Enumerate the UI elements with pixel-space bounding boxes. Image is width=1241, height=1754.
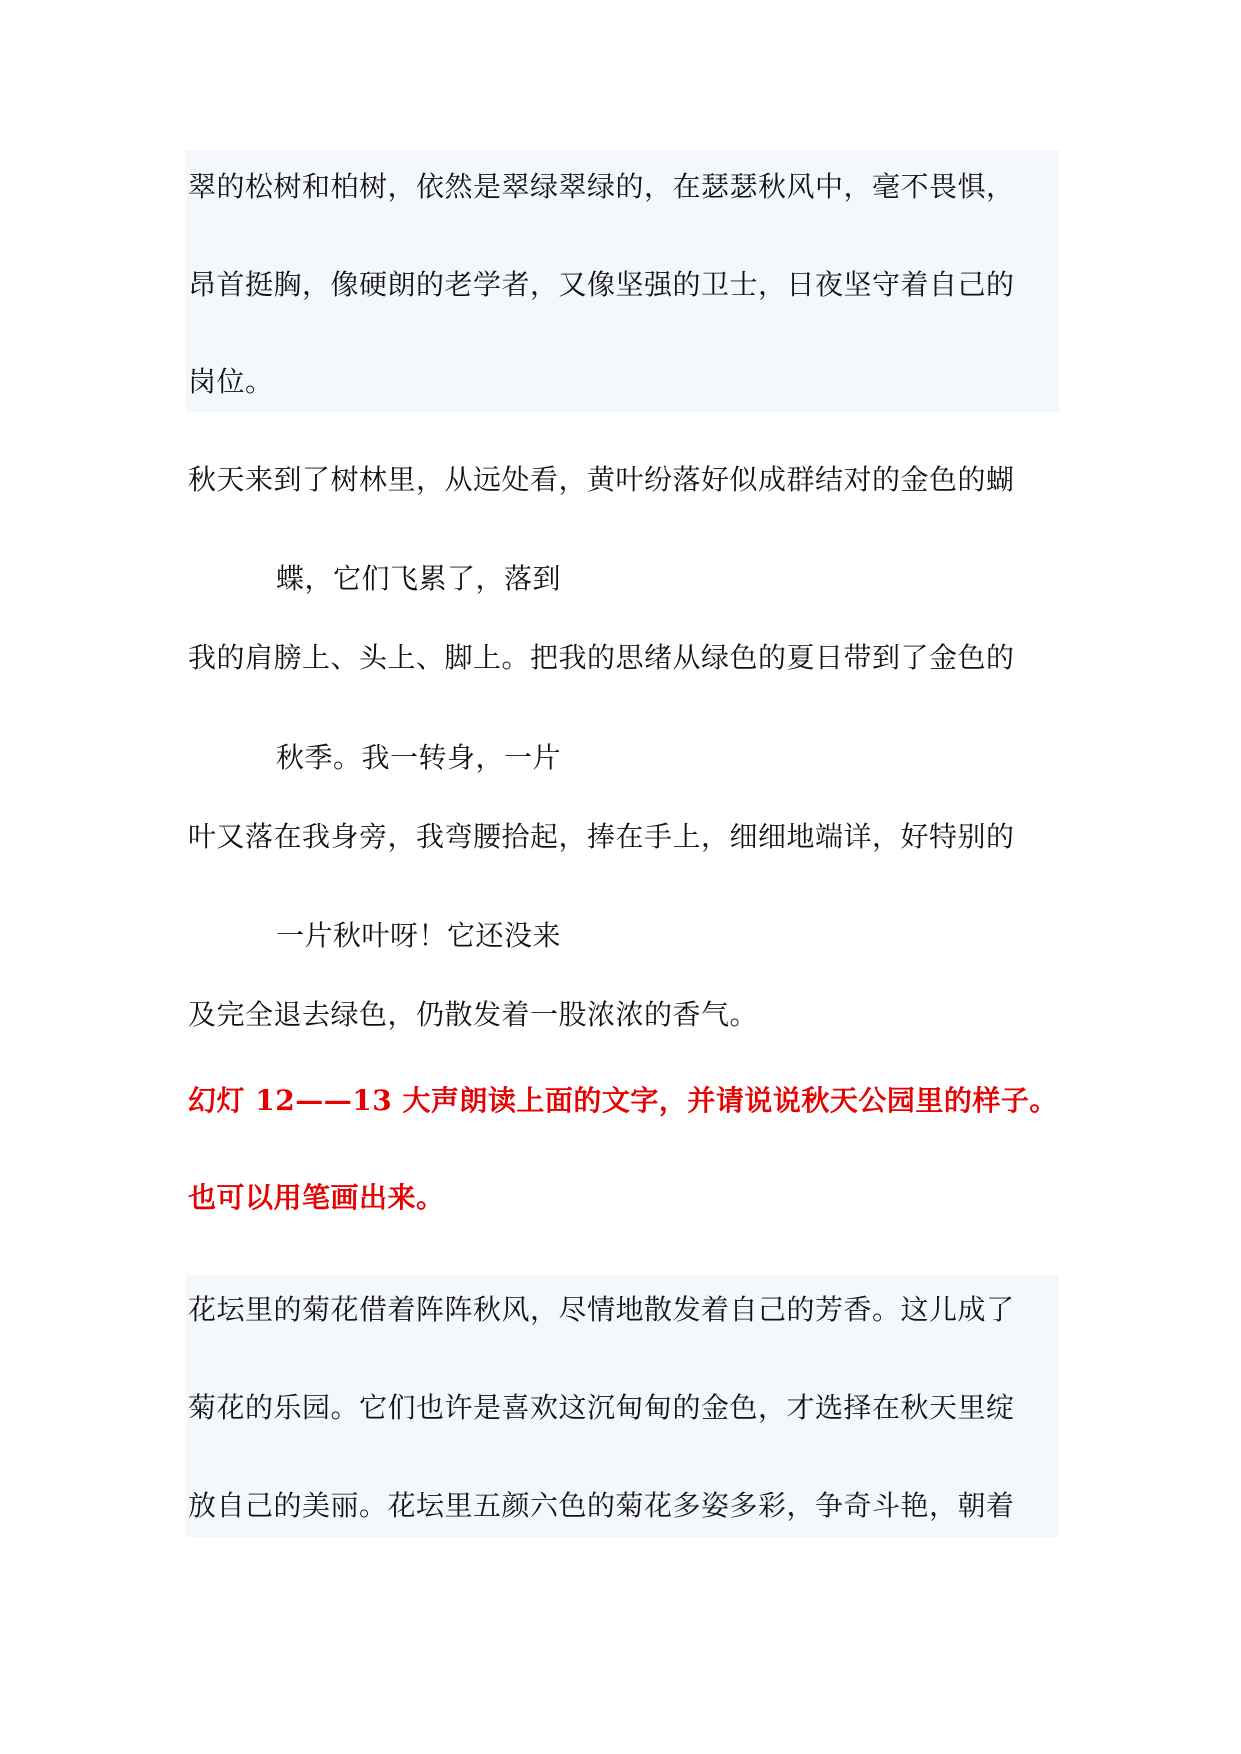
text-line: 放自己的美丽。花坛里五颜六色的菊花多姿多彩，争奇斗艳，朝着 (188, 1489, 1015, 1522)
text-line: 菊花的乐园。它们也许是喜欢这沉甸甸的金色，才选择在秋天里绽 (188, 1391, 1015, 1424)
text-line: 秋天来到了树林里，从远处看，黄叶纷落好似成群结对的金色的蝴 (188, 463, 1015, 496)
text-line: 花坛里的菊花借着阵阵秋风，尽情地散发着自己的芳香。这儿成了 (188, 1293, 1015, 1326)
text-line: 一片秋叶呀！它还没来 (276, 919, 562, 952)
text-line: 翠的松树和柏树，依然是翠绿翠绿的，在瑟瑟秋风中，毫不畏惧， (188, 170, 1015, 203)
text-line: 秋季。我一转身，一片 (276, 741, 562, 774)
text-line: 叶又落在我身旁，我弯腰拾起，捧在手上，细细地端详，好特别的 (188, 820, 1015, 853)
text-line: 岗位。 (188, 365, 274, 398)
text-line: 蝶，它们飞累了，落到 (276, 562, 562, 595)
text-line: 昂首挺胸，像硬朗的老学者，又像坚强的卫士，日夜坚守着自己的 (188, 268, 1015, 301)
instruction-line: 也可以用笔画出来。 (188, 1181, 445, 1214)
instruction-line: 幻灯 12——13 大声朗读上面的文字，并请说说秋天公园里的样子。 (188, 1084, 1058, 1117)
text-line: 及完全退去绿色，仍散发着一股浓浓的香气。 (188, 998, 759, 1031)
text-line: 我的肩膀上、头上、脚上。把我的思绪从绿色的夏日带到了金色的 (188, 641, 1015, 674)
